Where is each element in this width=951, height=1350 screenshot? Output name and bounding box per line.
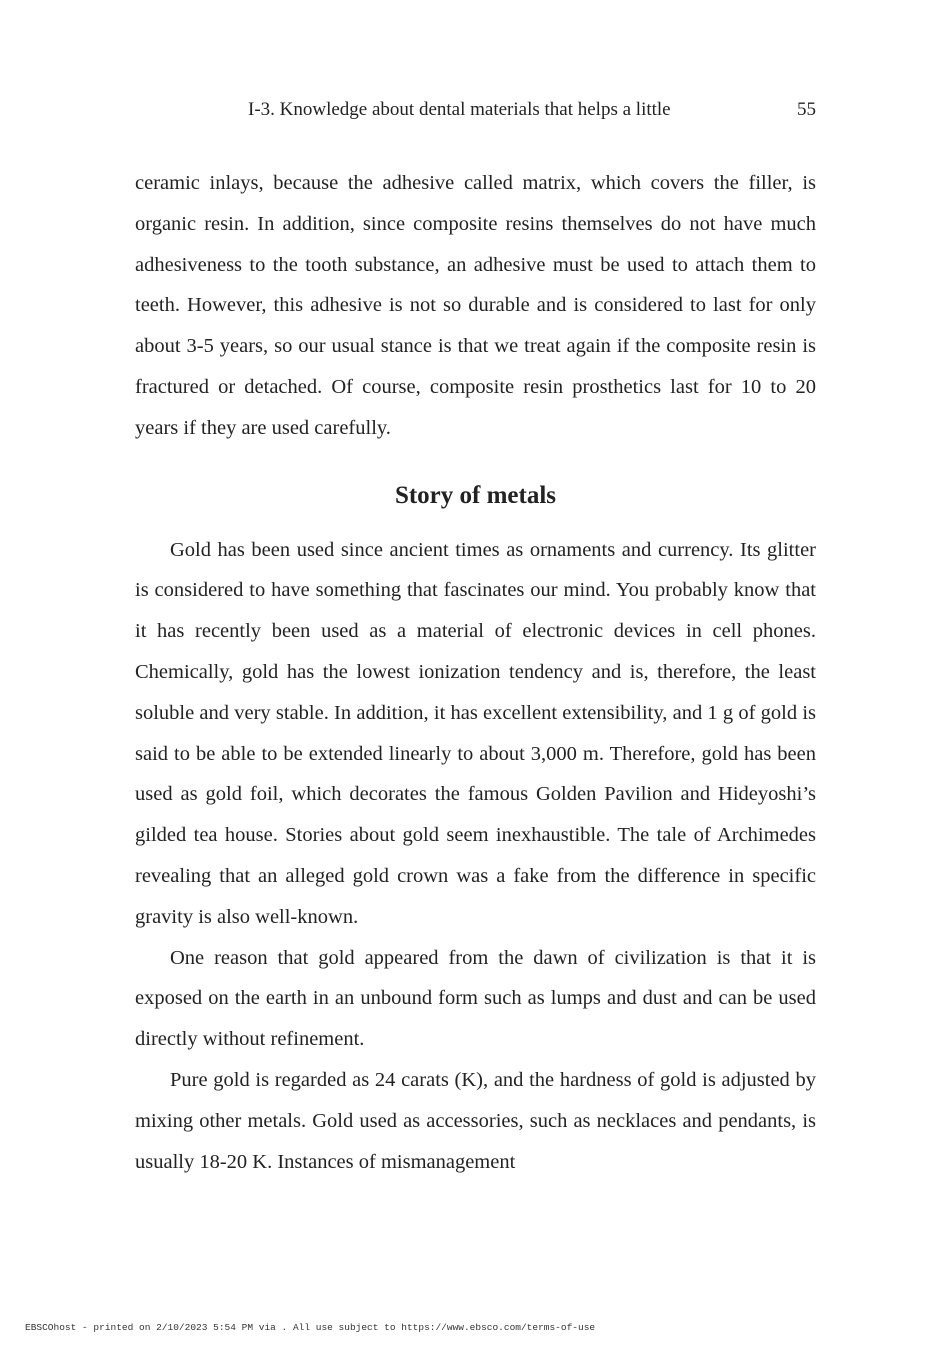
page-number: 55 bbox=[797, 99, 816, 120]
print-notice-footer: EBSCOhost - printed on 2/10/2023 5:54 PM via . All use subject to https://www.ebsco.com/terms-of-use bbox=[25, 1322, 596, 1333]
paragraph-gold-history: Gold has been used since ancient times as ornaments and currency. Its glitter is considered to have something that fascinates our mind. You probably know that it has recently been used as a material of electronic devices in cell phones. Chemically, gold has the lowest ionization tendency and is, therefore, the least soluble and very stable. In addition, it has excellent extensibility, and 1 g of gold is said to be able to be extended linearly to about 3,000 m. Therefore, gold has been used as gold foil, which decorates the famous Golden Pavilion and Hideyoshi’s gilded tea house. Stories about gold seem inexhaustible. The tale of Archimedes revealing that an alleged gold crown was a fake from the difference in specific gravity is also well-known. bbox=[135, 538, 816, 928]
running-title: I-3. Knowledge about dental materials that helps a little bbox=[248, 99, 671, 120]
page-body bbox=[135, 163, 816, 1182]
paragraph-gold-carats: Pure gold is regarded as 24 carats (K), and the hardness of gold is adjusted by mixing other metals. Gold used as accessories, such as necklaces and pendants, is usually 18-20 K. Instances of mismanagement bbox=[135, 1068, 816, 1173]
section-heading: Story of metals bbox=[394, 481, 557, 509]
paragraph-gold-origin: One reason that gold appeared from the dawn of civilization is that it is exposed on the earth in an unbound form such as lumps and dust and can be used directly without refinement. bbox=[135, 946, 816, 1051]
intro-paragraph: ceramic inlays, because the adhesive called matrix, which covers the filler, is organic resin. In addition, since composite resins themselves do not have much adhesiveness to the tooth substance, an adhesive must be used to attach them to teeth. However, this adhesive is not so durable and is considered to last for only about 3-5 years, so our usual stance is that we treat again if the composite resin is fractured or detached. Of course, composite resin prosthetics last for 10 to 20 years if they are used carefully. bbox=[135, 172, 816, 439]
